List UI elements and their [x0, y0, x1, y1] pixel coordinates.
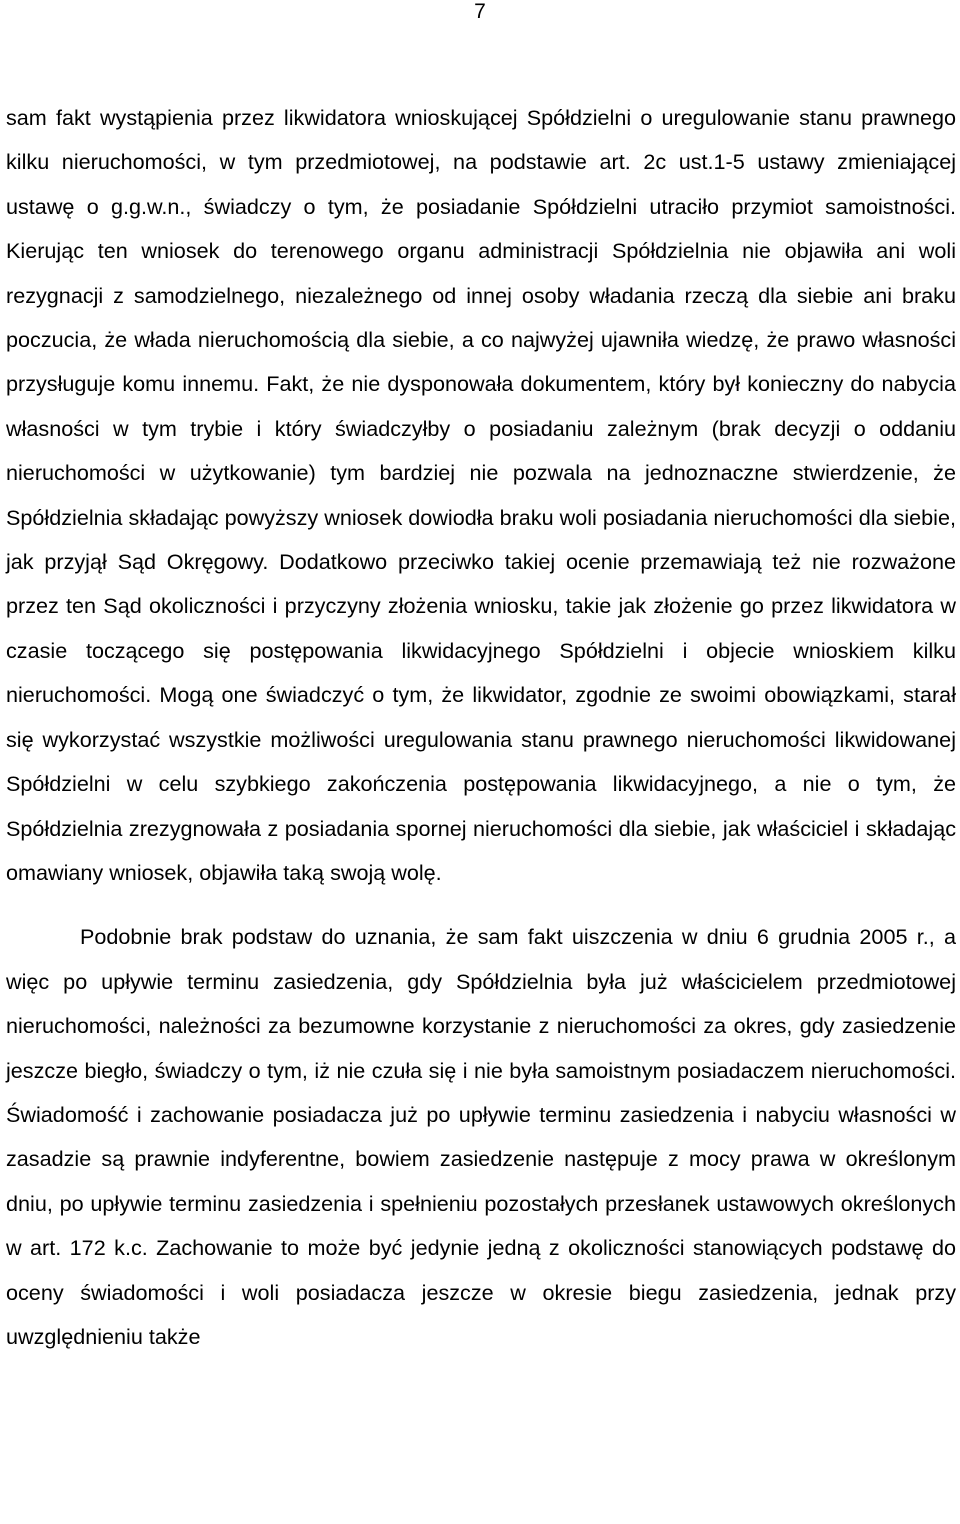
document-body [6, 96, 956, 1359]
paragraph-1: sam fakt wystąpienia przez likwidatora wnioskującej Spółdzielni o uregulowanie stanu prawnego kilku nieruchomości, w tym przedmiotowej, na podstawie art. 2c ust.1-5 ustawy zmieniającej ustawę o g.g.w.n., świadczy o tym, że posiadanie Spółdzielni utraciło przymiot samoistności. Kierując ten wniosek do terenowego organu administracji Spółdzielnia nie objawiła ani woli rezygnacji z samodzielnego, niezależnego od innej osoby władania rzeczą dla siebie ani braku poczucia, że włada nieruchomością dla siebie, a co najwyżej ujawniła wiedzę, że prawo własności przysługuje komu innemu. Fakt, że nie dysponowała dokumentem, który był konieczny do nabycia własności w tym trybie i który świadczyłby o posiadaniu zależnym (brak decyzji o oddaniu nieruchomości w użytkowanie) tym bardziej nie pozwala na jednoznaczne stwierdzenie, że Spółdzielnia składając powyższy wniosek dowiodła braku woli posiadania nieruchomości dla siebie, jak przyjął Sąd Okręgowy. Dodatkowo przeciwko takiej ocenie przemawiają też nie rozważone przez ten Sąd okoliczności i przyczyny złożenia wniosku, takie jak złożenie go przez likwidatora w czasie toczącego się postępowania likwidacyjnego Spółdzielni i objecie wnioskiem kilku nieruchomości. Mogą one świadczyć o tym, że likwidator, zgodnie ze swoimi obowiązkami, starał się wykorzystać wszystkie możliwości uregulowania stanu prawnego nieruchomości likwidowanej Spółdzielni w celu szybkiego zakończenia postępowania likwidacyjnego, a nie o tym, że Spółdzielnia zrezygnowała z posiadania spornej nieruchomości dla siebie, jak właściciel i składając omawiany wniosek, objawiła taką swoją wolę. [6, 105, 956, 885]
page-number: 7 [474, 0, 486, 23]
paragraph-2: Podobnie brak podstaw do uznania, że sam fakt uiszczenia w dniu 6 grudnia 2005 r., a więc po upływie terminu zasiedzenia, gdy Spółdzielnia była już właścicielem przedmiotowej nieruchomości, należności za bezumowne korzystanie z nieruchomości za okres, gdy zasiedzenie jeszcze biegło, świadczy o tym, iż nie czuła się i nie była samoistnym posiadaczem nieruchomości. Świadomość i zachowanie posiadacza już po upływie terminu zasiedzenia i nabyciu własności w zasadzie są prawnie indyferentne, bowiem zasiedzenie następuje z mocy prawa w określonym dniu, po upływie terminu zasiedzenia i spełnieniu pozostałych przesłanek ustawowych określonych w art. 172 k.c. Zachowanie to może być jedynie jedną z okoliczności stanowiących podstawę do oceny świadomości i woli posiadacza jeszcze w okresie biegu zasiedzenia, jednak przy uwzględnieniu także [6, 924, 956, 1349]
